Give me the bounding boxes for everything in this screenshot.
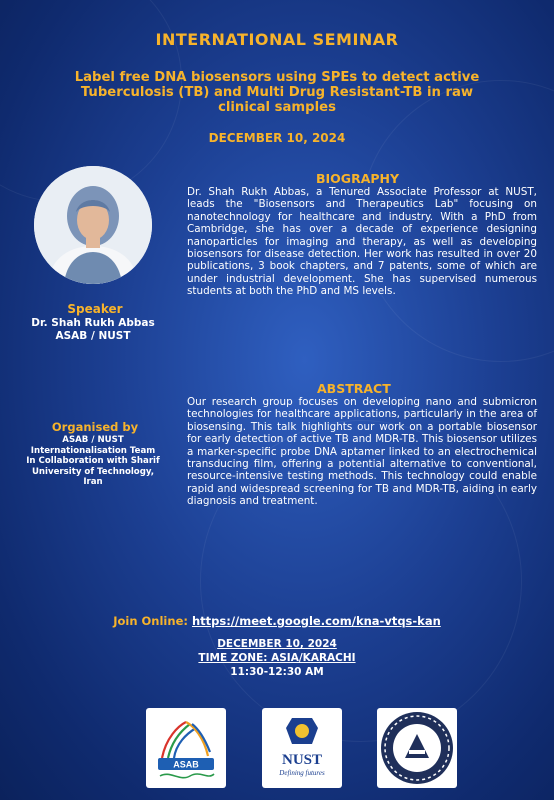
speaker-portrait-icon bbox=[34, 166, 152, 284]
organiser-line: Internationalisation Team bbox=[30, 445, 156, 456]
organiser-line: In Collaboration with Sharif bbox=[26, 456, 160, 466]
event-date-text: DECEMBER 10, 2024 bbox=[217, 638, 337, 650]
nust-logo bbox=[262, 708, 342, 788]
talk-title bbox=[40, 70, 514, 115]
event-time: 11:30-12:30 AM bbox=[230, 666, 324, 678]
event-timezone bbox=[0, 652, 554, 664]
join-label: Join Online: bbox=[113, 614, 188, 628]
speaker-name: Dr. Shah Rukh Abbas bbox=[31, 317, 155, 329]
talk-title-line: Label free DNA biosensors using SPEs to detect active bbox=[74, 70, 480, 85]
nust-logo-text: NUST bbox=[281, 752, 323, 768]
join-online bbox=[0, 614, 554, 628]
biography-heading: BIOGRAPHY bbox=[316, 171, 400, 186]
speaker-label: Speaker bbox=[67, 302, 123, 316]
nust-logo-icon bbox=[262, 708, 342, 788]
organiser-line: University of Technology, bbox=[31, 466, 155, 477]
nust-tagline: Defining futures bbox=[279, 769, 325, 777]
speaker-photo bbox=[34, 166, 152, 284]
asab-logo bbox=[146, 708, 226, 788]
sharif-logo-icon bbox=[377, 708, 457, 788]
meeting-link[interactable]: https://meet.google.com/kna-vtqs-kan bbox=[191, 614, 441, 628]
speaker-affiliation: ASAB / NUST bbox=[55, 329, 131, 342]
talk-title-line: clinical samples bbox=[218, 100, 336, 115]
asab-logo-icon bbox=[146, 708, 226, 788]
organiser-line: Iran bbox=[83, 477, 103, 487]
organiser-info bbox=[8, 435, 178, 488]
biography-text: Dr. Shah Rukh Abbas, a Tenured Associate Professor at NUST, leads the "Biosensors and Therapeutics Lab" focusing on nanotechnology for healthcare and industry. With a PhD from Cambridge, she has over a decade of experience designing nanoparticles for imaging and therapy, as well as developing biosensors for disease detection. Her work has resulted in over 20 publications, 3 book chapters, and 7 patents, some of which are under industrial development. She has supervised numerous students at both the PhD and MS levels. bbox=[187, 186, 537, 298]
event-date bbox=[0, 638, 554, 650]
speaker-info bbox=[8, 317, 178, 342]
organiser-label: Organised by bbox=[51, 420, 139, 434]
sharif-logo bbox=[377, 708, 457, 788]
abstract-heading: ABSTRACT bbox=[317, 381, 391, 396]
abstract-text: Our research group focuses on developing nano and submicron technologies for healthcare applications, particularly in the area of biosensing. This talk highlights our work on a portable biosensor for early detection of active TB and MDR-TB. This biosensor utilizes a marker-specific probe DNA aptamer linked to an electrochemical transducing film, offering a potential alternative to conventional, resource-intensive testing methods. This technology could enable rapid and widespread screening for TB and MDR-TB, aiding in early diagnosis and treatment. bbox=[187, 396, 537, 508]
event-timezone-text: TIME ZONE: ASIA/KARACHI bbox=[198, 652, 356, 664]
seminar-date: DECEMBER 10, 2024 bbox=[208, 131, 346, 145]
talk-title-line: Tuberculosis (TB) and Multi Drug Resistant-TB in raw bbox=[80, 85, 474, 100]
seminar-title: INTERNATIONAL SEMINAR bbox=[155, 30, 399, 49]
asab-logo-text: ASAB bbox=[173, 759, 199, 770]
organiser-line: ASAB / NUST bbox=[62, 435, 124, 445]
